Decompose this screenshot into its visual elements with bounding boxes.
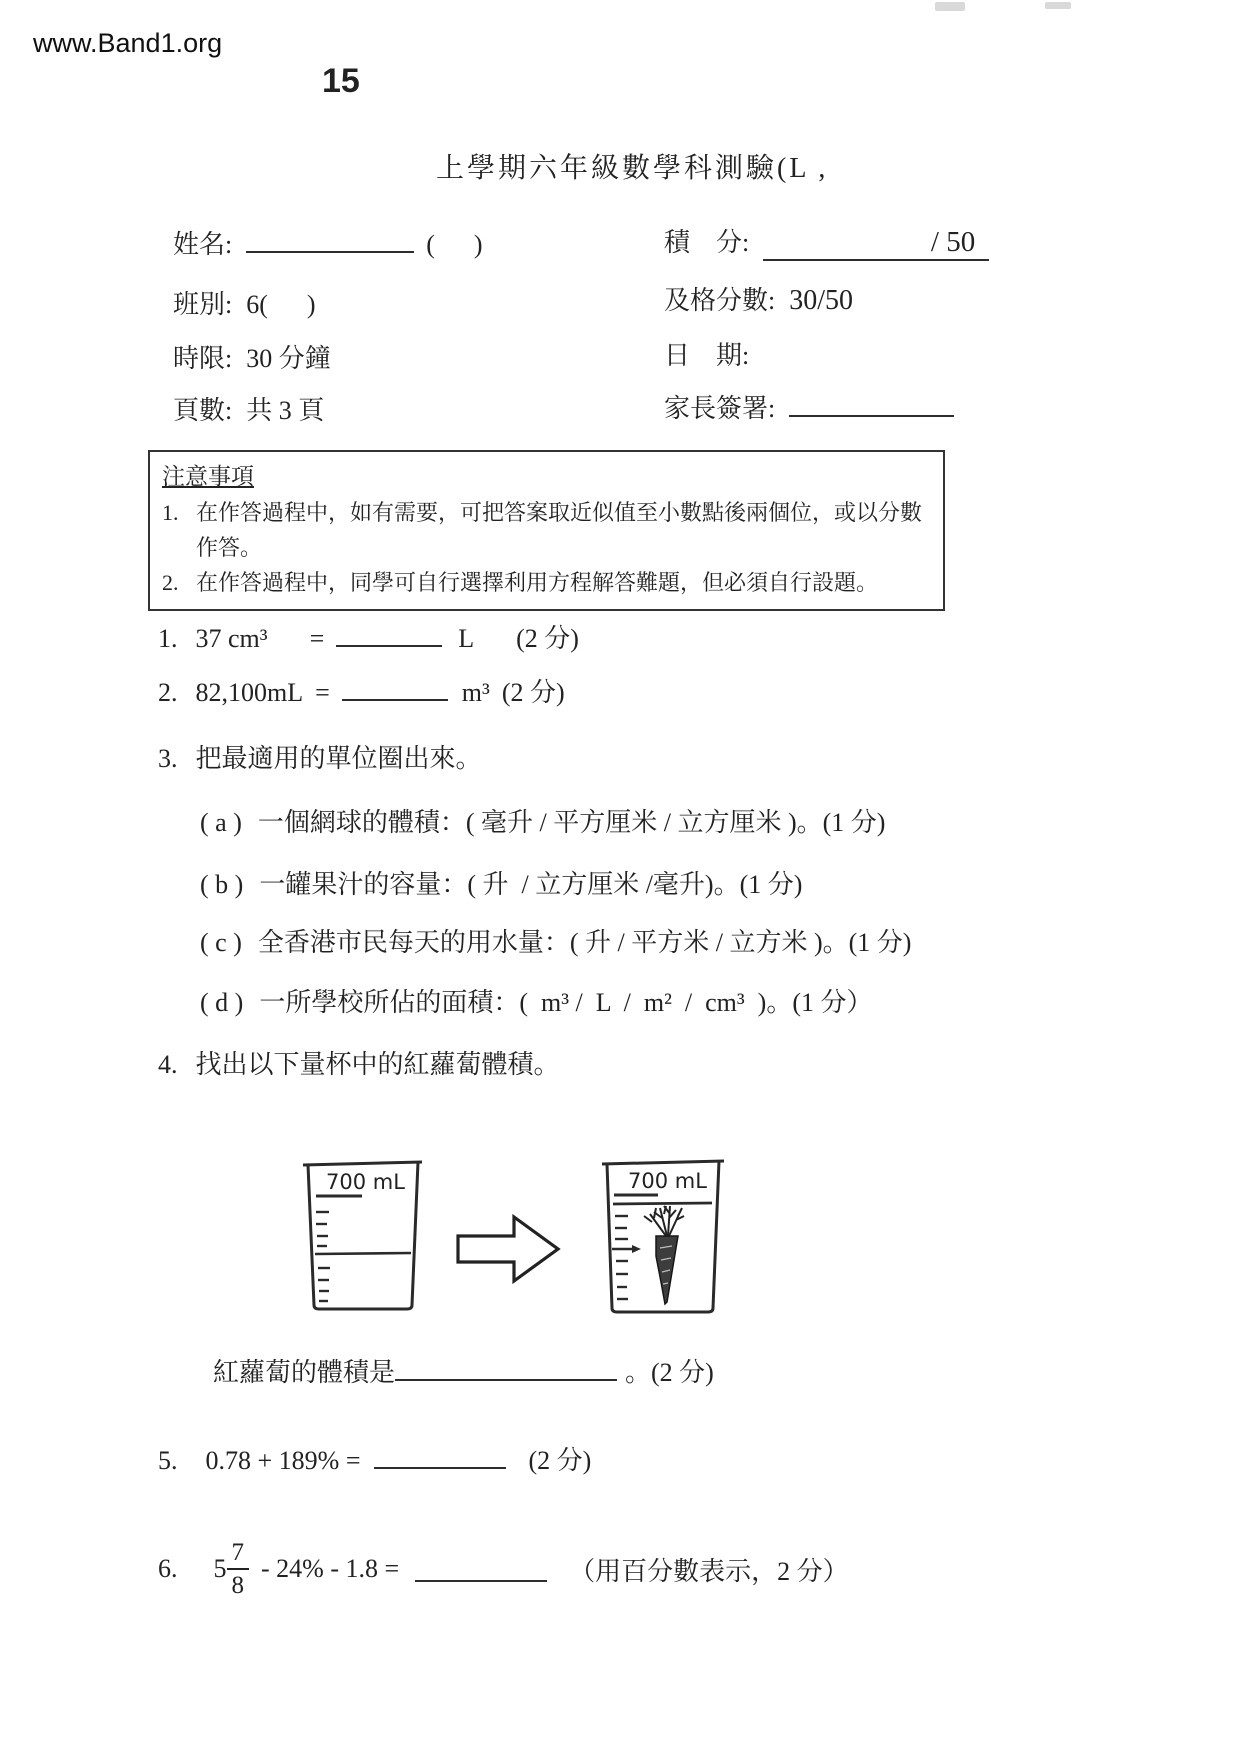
fraction [227,1540,250,1598]
fraction-numerator: 7 [231,1539,244,1566]
water-level-line [315,1253,411,1254]
question-4-text: 找出以下量杯中的紅蘿蔔體積。 [195,1050,560,1079]
question-number: 1. [158,624,178,653]
time-label: 時限: [173,344,233,373]
pass-mark-label: 及格分數: [664,286,776,315]
parent-signature-row [664,388,954,425]
name-label: 姓名: [173,230,233,259]
question-3-text: 把最適用的單位圈出來。 [195,744,482,773]
answer-blank [415,1556,547,1583]
question-4 [158,1044,560,1081]
notice-item-text: 在作答過程中，如有需要，可把答案取近似值至小數點後兩個位，或以分數作答。 [196,500,923,561]
beaker-empty-diagram [300,1158,426,1312]
notice-item-number: 1. [162,500,179,525]
paper-title: 上學期六年級數學科測驗(L , [436,153,829,184]
notice-item-text: 在作答過程中，同學可自行選擇利用方程解答難題，但必須自行設題。 [196,570,879,596]
notice-item-number: 2. [162,570,179,596]
subitem-number: ( c ) [200,928,242,957]
question-6 [158,1540,849,1598]
subitem-text: 一所學校所佔的面積：( m³ / L / m² / cm³ )。(1 分） [259,988,873,1017]
page-number: 15 [322,62,360,100]
question-number: 2. [158,678,178,707]
subitem-number: ( a ) [200,808,242,837]
name-row [173,224,483,261]
question-4-answer-line [213,1352,714,1389]
score-blank [763,226,989,261]
pass-mark-row [664,280,853,317]
marks-label: 。(2 分) [625,1358,714,1387]
marks-label: （用百分數表示，2 分） [569,1556,849,1586]
date-row [664,335,763,372]
class-value: 6( ) [246,290,316,319]
question-3d [200,982,873,1019]
notice-item [162,565,929,600]
tick-marks [615,1216,628,1299]
arrow-right-icon [456,1212,562,1286]
beaker-with-carrot-diagram [598,1156,728,1316]
subitem-number: ( b ) [200,870,244,899]
answer-blank [342,674,448,701]
subitem-text: 一罐果汁的容量：( 升 / 立方厘米 /毫升)。(1 分) [259,870,803,899]
marks-label: (2 分) [516,624,579,653]
question-number: 5. [158,1446,178,1475]
answer-prefix: 紅蘿蔔的體積是 [213,1358,396,1387]
question-2 [158,672,565,709]
question-number: 3. [158,744,178,773]
pass-mark-value: 30/50 [789,285,854,316]
question-number: 6. [158,1554,178,1583]
unit-label: L [458,624,475,653]
question-5-expression: 0.78 + 189% = [205,1446,361,1475]
carrot-illustration [644,1206,684,1304]
scan-artifact [1045,2,1071,9]
tick-marks [316,1212,330,1301]
watermark: www.Band1.org [33,28,223,58]
pointer-arrow [612,1245,641,1253]
pages-value: 共 3 頁 [246,396,325,425]
parent-signature-blank [789,390,954,417]
fraction-denominator: 8 [227,1568,250,1598]
unit-label: m³ [461,678,490,707]
mixed-number-whole: 5 [213,1554,227,1583]
marks-label: (2 分) [501,678,565,707]
question-2-expression: 82,100mL [195,678,304,707]
question-3a [200,802,885,839]
name-paren: ( ) [426,230,483,259]
subitem-text: 一個網球的體積：( 毫升 / 平方厘米 / 立方厘米 )。(1 分) [257,808,886,837]
notice-item [162,495,929,565]
subitem-text: 全香港市民每天的用水量：( 升 / 平方米 / 立方米 )。(1 分) [257,928,912,957]
question-1-expression: 37 cm³ [195,624,268,653]
equals-sign: = [315,678,330,707]
score-label: 積 分: [664,228,750,257]
class-row [173,284,316,321]
answer-blank [395,1354,617,1381]
question-6-expression: - 24% - 1.8 = [261,1554,400,1583]
marks-label: (2 分) [528,1446,592,1475]
question-5 [158,1440,591,1477]
question-3 [158,738,482,775]
question-3c [200,922,911,959]
beaker-label: 700 mL [628,1169,707,1193]
time-value: 30 分鐘 [246,344,331,373]
pages-row [173,390,324,427]
score-row [664,222,989,261]
score-denominator: / 50 [930,226,976,258]
notice-box [148,450,945,611]
parent-signature-label: 家長簽署: [664,394,776,423]
answer-blank [336,620,442,647]
equals-sign: = [309,624,325,653]
scan-artifact [935,2,965,11]
beaker-label: 700 mL [326,1170,405,1194]
question-1 [158,618,579,655]
question-3b [200,864,802,901]
date-label: 日 期: [664,341,750,370]
subitem-number: ( d ) [200,988,244,1017]
question-number: 4. [158,1050,178,1079]
name-blank [246,226,414,253]
answer-blank [374,1442,506,1469]
water-level-line [613,1203,712,1204]
class-label: 班別: [173,290,233,319]
pages-label: 頁數: [173,396,233,425]
time-row [173,338,331,375]
notice-title: 注意事項 [162,464,254,489]
